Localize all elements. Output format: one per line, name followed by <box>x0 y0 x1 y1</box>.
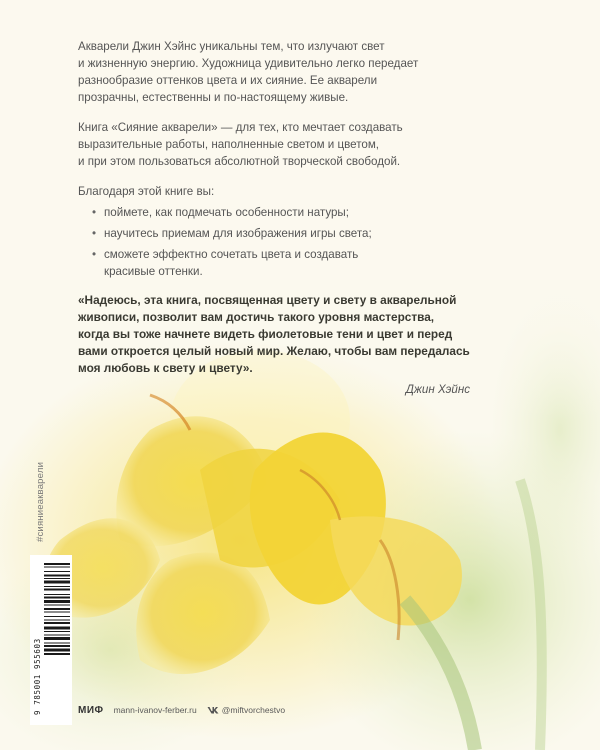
barcode-digits: 9 785001 955603 <box>33 638 42 715</box>
author-quote: «Надеюсь, эта книга, посвященная цвету и свету в акварельной живописи, позволит вам достичь такого уровня мастерства, когда вы тоже начнете видеть фиолетовые тени и цвет и перед вами откроется целый новый мир. Желаю, чтобы вам передалась моя любовь к свету и цвету». <box>78 293 470 375</box>
list-intro: Благодаря этой книге вы: <box>78 185 215 198</box>
list-item: • научитесь приемам для изображения игры света; <box>92 225 518 242</box>
quote-signature: Джин Хэйнс <box>405 383 470 396</box>
vk-icon <box>207 706 219 714</box>
vk-handle: @miftvorchestvo <box>221 705 286 715</box>
isbn-barcode <box>30 555 72 725</box>
benefits-list <box>78 204 518 280</box>
hashtag-label: #сияниеакварели <box>35 461 46 542</box>
list-item: • поймете, как подмечать особенности натуры; <box>92 204 518 221</box>
description-paragraph-1: Акварели Джин Хэйнс уникальны тем, что излучают свет и жизненную энергию. Художница удивительно легко передает разнообразие оттенков цвета и их сияние. Ее акварели прозрачны, естественны и по-настоящему живые. <box>78 40 419 104</box>
description-block <box>78 38 518 284</box>
publisher-logo: МИФ <box>78 704 104 716</box>
website-link[interactable]: mann-ivanov-ferber.ru <box>113 705 197 715</box>
footer <box>78 700 285 720</box>
vk-link[interactable] <box>207 705 285 715</box>
list-item: • сможете эффектно сочетать цвета и создавать красивые оттенки. <box>92 246 518 280</box>
description-paragraph-2: Книга «Сияние акварели» — для тех, кто мечтает создавать выразительные работы, наполненные светом и цветом, и при этом пользоваться абсолютной творческой свободой. <box>78 121 403 168</box>
